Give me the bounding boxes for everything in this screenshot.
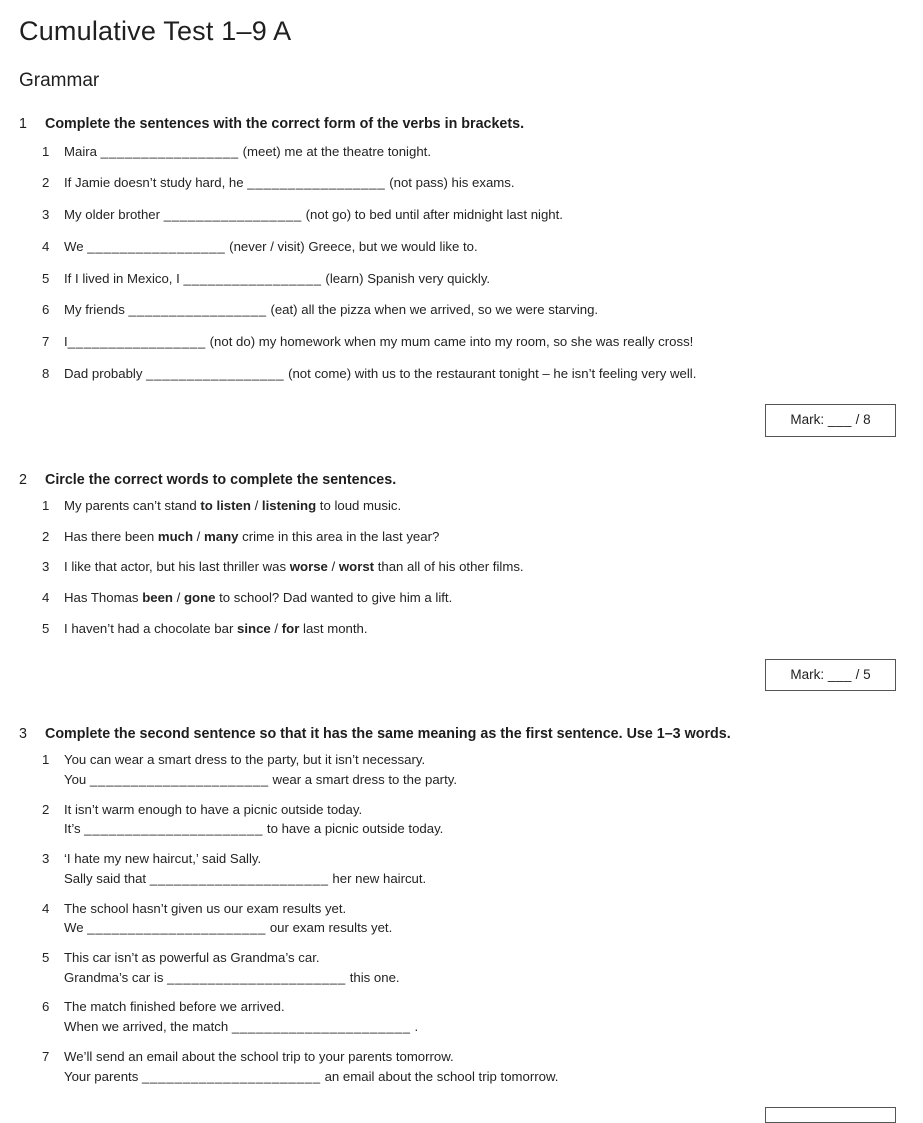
item-number: 3 bbox=[42, 207, 50, 223]
item-text bbox=[64, 998, 909, 1036]
item-text-before: You bbox=[64, 771, 90, 787]
item-text-after: last month. bbox=[299, 620, 368, 636]
item-number: 6 bbox=[42, 302, 50, 318]
answer-blank[interactable]: _________________ bbox=[146, 365, 285, 381]
question-item bbox=[19, 206, 909, 225]
prompt-sentence: It isn’t warm enough to have a picnic outside today. bbox=[64, 801, 363, 817]
item-text bbox=[64, 174, 909, 193]
question-item bbox=[19, 270, 909, 289]
option-a[interactable]: worse bbox=[289, 559, 328, 575]
item-text-before: Has there been bbox=[64, 528, 158, 544]
item-text-before: If I lived in Mexico, I bbox=[64, 270, 184, 286]
item-text-after: (not come) with us to the restaurant tonight – he isn’t feeling very well. bbox=[284, 365, 697, 381]
item-text bbox=[64, 238, 909, 257]
item-text-before: Dad probably bbox=[64, 365, 147, 381]
mark-box[interactable] bbox=[765, 659, 896, 691]
item-text bbox=[64, 333, 909, 352]
item-number: 2 bbox=[42, 801, 50, 817]
exercise-2 bbox=[19, 471, 909, 691]
item-text bbox=[64, 949, 909, 987]
exercise-2-instruction: Circle the correct words to complete the sentences. bbox=[45, 471, 397, 488]
question-item bbox=[19, 1048, 909, 1086]
item-text bbox=[64, 301, 909, 320]
question-item bbox=[19, 751, 909, 789]
prompt-sentence: The match finished before we arrived. bbox=[64, 999, 285, 1015]
item-text bbox=[64, 589, 909, 608]
item-number: 3 bbox=[42, 559, 50, 575]
option-b[interactable]: gone bbox=[183, 590, 216, 606]
exercise-3-mark-row bbox=[19, 1107, 909, 1123]
answer-sentence bbox=[64, 820, 909, 839]
item-number: 4 bbox=[42, 238, 50, 254]
item-number: 7 bbox=[42, 1048, 50, 1064]
answer-blank[interactable]: ______________________ bbox=[89, 771, 269, 787]
prompt-sentence: This car isn’t as powerful as Grandma’s car. bbox=[64, 950, 320, 965]
exercise-1-heading bbox=[19, 115, 909, 134]
item-text-before: We bbox=[64, 920, 88, 936]
item-text bbox=[64, 620, 909, 639]
mark-score-blank[interactable]: ___ bbox=[827, 666, 852, 682]
exercise-3-number: 3 bbox=[19, 725, 27, 742]
instruction-part-2: words. bbox=[680, 725, 731, 742]
exercise-2-mark-row bbox=[19, 659, 909, 691]
mark-label: Mark: bbox=[790, 666, 825, 682]
item-text bbox=[64, 850, 909, 888]
question-item bbox=[19, 558, 909, 577]
item-text bbox=[64, 528, 909, 547]
exercise-1 bbox=[19, 115, 909, 436]
exercise-1-mark-row bbox=[19, 404, 909, 436]
exercise-1-instruction: Complete the sentences with the correct form of the verbs in brackets. bbox=[45, 116, 525, 133]
item-text-before: It’s bbox=[64, 821, 85, 837]
mark-score-blank[interactable]: ___ bbox=[827, 412, 852, 428]
item-text-before: My parents can’t stand bbox=[64, 497, 201, 513]
answer-blank[interactable]: _________________ bbox=[87, 238, 226, 254]
item-text-after: her new haircut. bbox=[328, 870, 427, 886]
item-text-after: our exam results yet. bbox=[266, 920, 393, 936]
answer-blank[interactable]: _________________ bbox=[100, 143, 239, 159]
item-text bbox=[64, 143, 909, 162]
exercise-1-number: 1 bbox=[19, 116, 27, 133]
answer-blank[interactable]: ______________________ bbox=[141, 1068, 321, 1084]
item-number: 4 bbox=[42, 590, 50, 606]
item-text bbox=[64, 206, 909, 225]
option-separator: / bbox=[327, 559, 339, 575]
item-text-after: than all of his other films. bbox=[374, 559, 524, 575]
answer-blank[interactable]: ______________________ bbox=[84, 821, 264, 837]
item-text-after: to have a picnic outside today. bbox=[263, 821, 444, 837]
answer-sentence bbox=[64, 771, 909, 790]
item-text bbox=[64, 801, 909, 839]
answer-sentence bbox=[64, 870, 909, 889]
question-item bbox=[19, 589, 909, 608]
prompt-sentence: We’ll send an email about the school trip to your parents tomorrow. bbox=[64, 1048, 454, 1064]
option-a[interactable]: been bbox=[142, 590, 173, 606]
item-text bbox=[64, 497, 909, 516]
item-text-after: to loud music. bbox=[316, 497, 402, 513]
item-number: 4 bbox=[42, 900, 50, 916]
question-item bbox=[19, 174, 909, 193]
item-text-before: If Jamie doesn’t study hard, he bbox=[64, 175, 248, 191]
item-text bbox=[64, 1048, 909, 1086]
item-text-before: When we arrived, the match bbox=[64, 1019, 232, 1035]
option-separator: / bbox=[270, 620, 282, 636]
answer-blank[interactable]: _________________ bbox=[183, 270, 322, 286]
item-text-after: (eat) all the pizza when we arrived, so we were starving. bbox=[266, 302, 599, 318]
option-b[interactable]: worst bbox=[338, 559, 375, 575]
item-number: 7 bbox=[42, 334, 50, 350]
question-item bbox=[19, 301, 909, 320]
answer-blank[interactable]: _________________ bbox=[163, 207, 302, 223]
question-item bbox=[19, 900, 909, 938]
exercise-2-heading bbox=[19, 471, 909, 490]
exercise-2-number: 2 bbox=[19, 471, 27, 488]
option-b[interactable]: for bbox=[281, 620, 300, 636]
item-text-before: I like that actor, but his last thriller was bbox=[64, 559, 290, 575]
question-item bbox=[19, 333, 909, 352]
question-item bbox=[19, 365, 909, 384]
item-text-after: . bbox=[410, 1019, 419, 1035]
option-a[interactable]: much bbox=[157, 528, 194, 544]
question-item bbox=[19, 949, 909, 987]
item-text-after: (not go) to bed until after midnight last night. bbox=[301, 207, 563, 223]
answer-blank[interactable]: _________________ bbox=[67, 334, 206, 350]
question-item bbox=[19, 620, 909, 639]
item-text-before: We bbox=[64, 238, 88, 254]
item-number: 5 bbox=[42, 620, 50, 636]
item-text-after: (not pass) his exams. bbox=[385, 175, 515, 191]
answer-blank[interactable]: _________________ bbox=[128, 302, 267, 318]
question-item bbox=[19, 850, 909, 888]
question-item bbox=[19, 238, 909, 257]
answer-sentence bbox=[64, 919, 909, 938]
item-text bbox=[64, 365, 909, 384]
item-text-before: Grandma’s car is bbox=[64, 969, 168, 985]
exercise-3-heading bbox=[19, 725, 909, 744]
section-heading-grammar: Grammar bbox=[19, 69, 100, 91]
item-text-after: (not do) my homework when my mum came into my room, so she was really cross! bbox=[205, 334, 694, 350]
instruction-part-1: Complete the second sentence so that it has the same meaning as the first sentence. Use bbox=[45, 725, 657, 742]
item-text-after: (learn) Spanish very quickly. bbox=[321, 270, 491, 286]
mark-total: / 5 bbox=[855, 666, 871, 682]
option-separator: / bbox=[172, 590, 184, 606]
item-text-after: this one. bbox=[346, 969, 400, 985]
answer-sentence bbox=[64, 969, 909, 988]
item-number: 1 bbox=[42, 497, 50, 513]
mark-box[interactable] bbox=[765, 404, 896, 436]
item-text-before: My friends bbox=[64, 302, 129, 318]
answer-blank[interactable]: _________________ bbox=[247, 175, 386, 191]
option-a[interactable]: to listen bbox=[200, 497, 251, 513]
mark-total: / 8 bbox=[855, 412, 871, 428]
question-item bbox=[19, 998, 909, 1036]
option-b[interactable]: listening bbox=[261, 497, 317, 513]
item-text bbox=[64, 270, 909, 289]
mark-label: Mark: bbox=[790, 412, 825, 428]
question-item bbox=[19, 801, 909, 839]
item-number: 1 bbox=[42, 752, 50, 768]
answer-blank[interactable]: ______________________ bbox=[87, 920, 267, 936]
item-number: 6 bbox=[42, 999, 50, 1015]
answer-blank[interactable]: ______________________ bbox=[231, 1019, 411, 1035]
item-text-after: wear a smart dress to the party. bbox=[268, 771, 458, 787]
item-text-before: Your parents bbox=[64, 1068, 142, 1084]
exercise-3-items bbox=[19, 751, 909, 1086]
exercise-3-instruction bbox=[45, 725, 909, 744]
question-item bbox=[19, 528, 909, 547]
question-item bbox=[19, 143, 909, 162]
item-number: 8 bbox=[42, 365, 50, 381]
option-a[interactable]: since bbox=[237, 620, 271, 636]
answer-blank[interactable]: ______________________ bbox=[167, 969, 347, 985]
answer-sentence bbox=[64, 1018, 909, 1037]
item-text-before: Sally said that bbox=[64, 870, 150, 886]
item-text-after: to school? Dad wanted to give him a lift. bbox=[215, 590, 453, 606]
item-number: 1 bbox=[42, 143, 50, 159]
page-title: Cumulative Test 1–9 A bbox=[19, 16, 292, 46]
item-text-before: My older brother bbox=[64, 207, 164, 223]
item-number: 3 bbox=[42, 851, 50, 867]
item-text-after: crime in this area in the last year? bbox=[238, 528, 440, 544]
item-text bbox=[64, 751, 909, 789]
item-text bbox=[64, 900, 909, 938]
exercise-3 bbox=[19, 725, 909, 1123]
instruction-word-count: 1–3 bbox=[656, 725, 681, 742]
item-text-after: an email about the school trip tomorrow. bbox=[320, 1068, 559, 1084]
option-b[interactable]: many bbox=[204, 528, 239, 544]
exercise-2-items bbox=[19, 497, 909, 639]
item-number: 2 bbox=[42, 175, 50, 191]
answer-sentence bbox=[64, 1068, 909, 1087]
prompt-sentence: The school hasn’t given us our exam results yet. bbox=[64, 900, 347, 916]
item-text-before: Has Thomas bbox=[64, 590, 143, 606]
mark-box[interactable] bbox=[765, 1107, 896, 1123]
item-number: 5 bbox=[42, 270, 50, 286]
item-text-before: I haven’t had a chocolate bar bbox=[64, 620, 238, 636]
prompt-sentence: You can wear a smart dress to the party, but it isn’t necessary. bbox=[64, 752, 426, 768]
item-text-before: I bbox=[64, 334, 68, 350]
option-separator: / bbox=[250, 497, 262, 513]
item-text-after: (meet) me at the theatre tonight. bbox=[238, 143, 431, 159]
item-number: 5 bbox=[42, 950, 50, 965]
option-separator: / bbox=[193, 528, 205, 544]
prompt-sentence: ‘I hate my new haircut,’ said Sally. bbox=[64, 851, 262, 867]
item-number: 2 bbox=[42, 528, 50, 544]
exercise-1-items bbox=[19, 143, 909, 384]
item-text bbox=[64, 558, 909, 577]
item-text-before: Maira bbox=[64, 143, 101, 159]
question-item bbox=[19, 497, 909, 516]
item-text-after: (never / visit) Greece, but we would like to. bbox=[225, 238, 478, 254]
answer-blank[interactable]: ______________________ bbox=[149, 870, 329, 886]
